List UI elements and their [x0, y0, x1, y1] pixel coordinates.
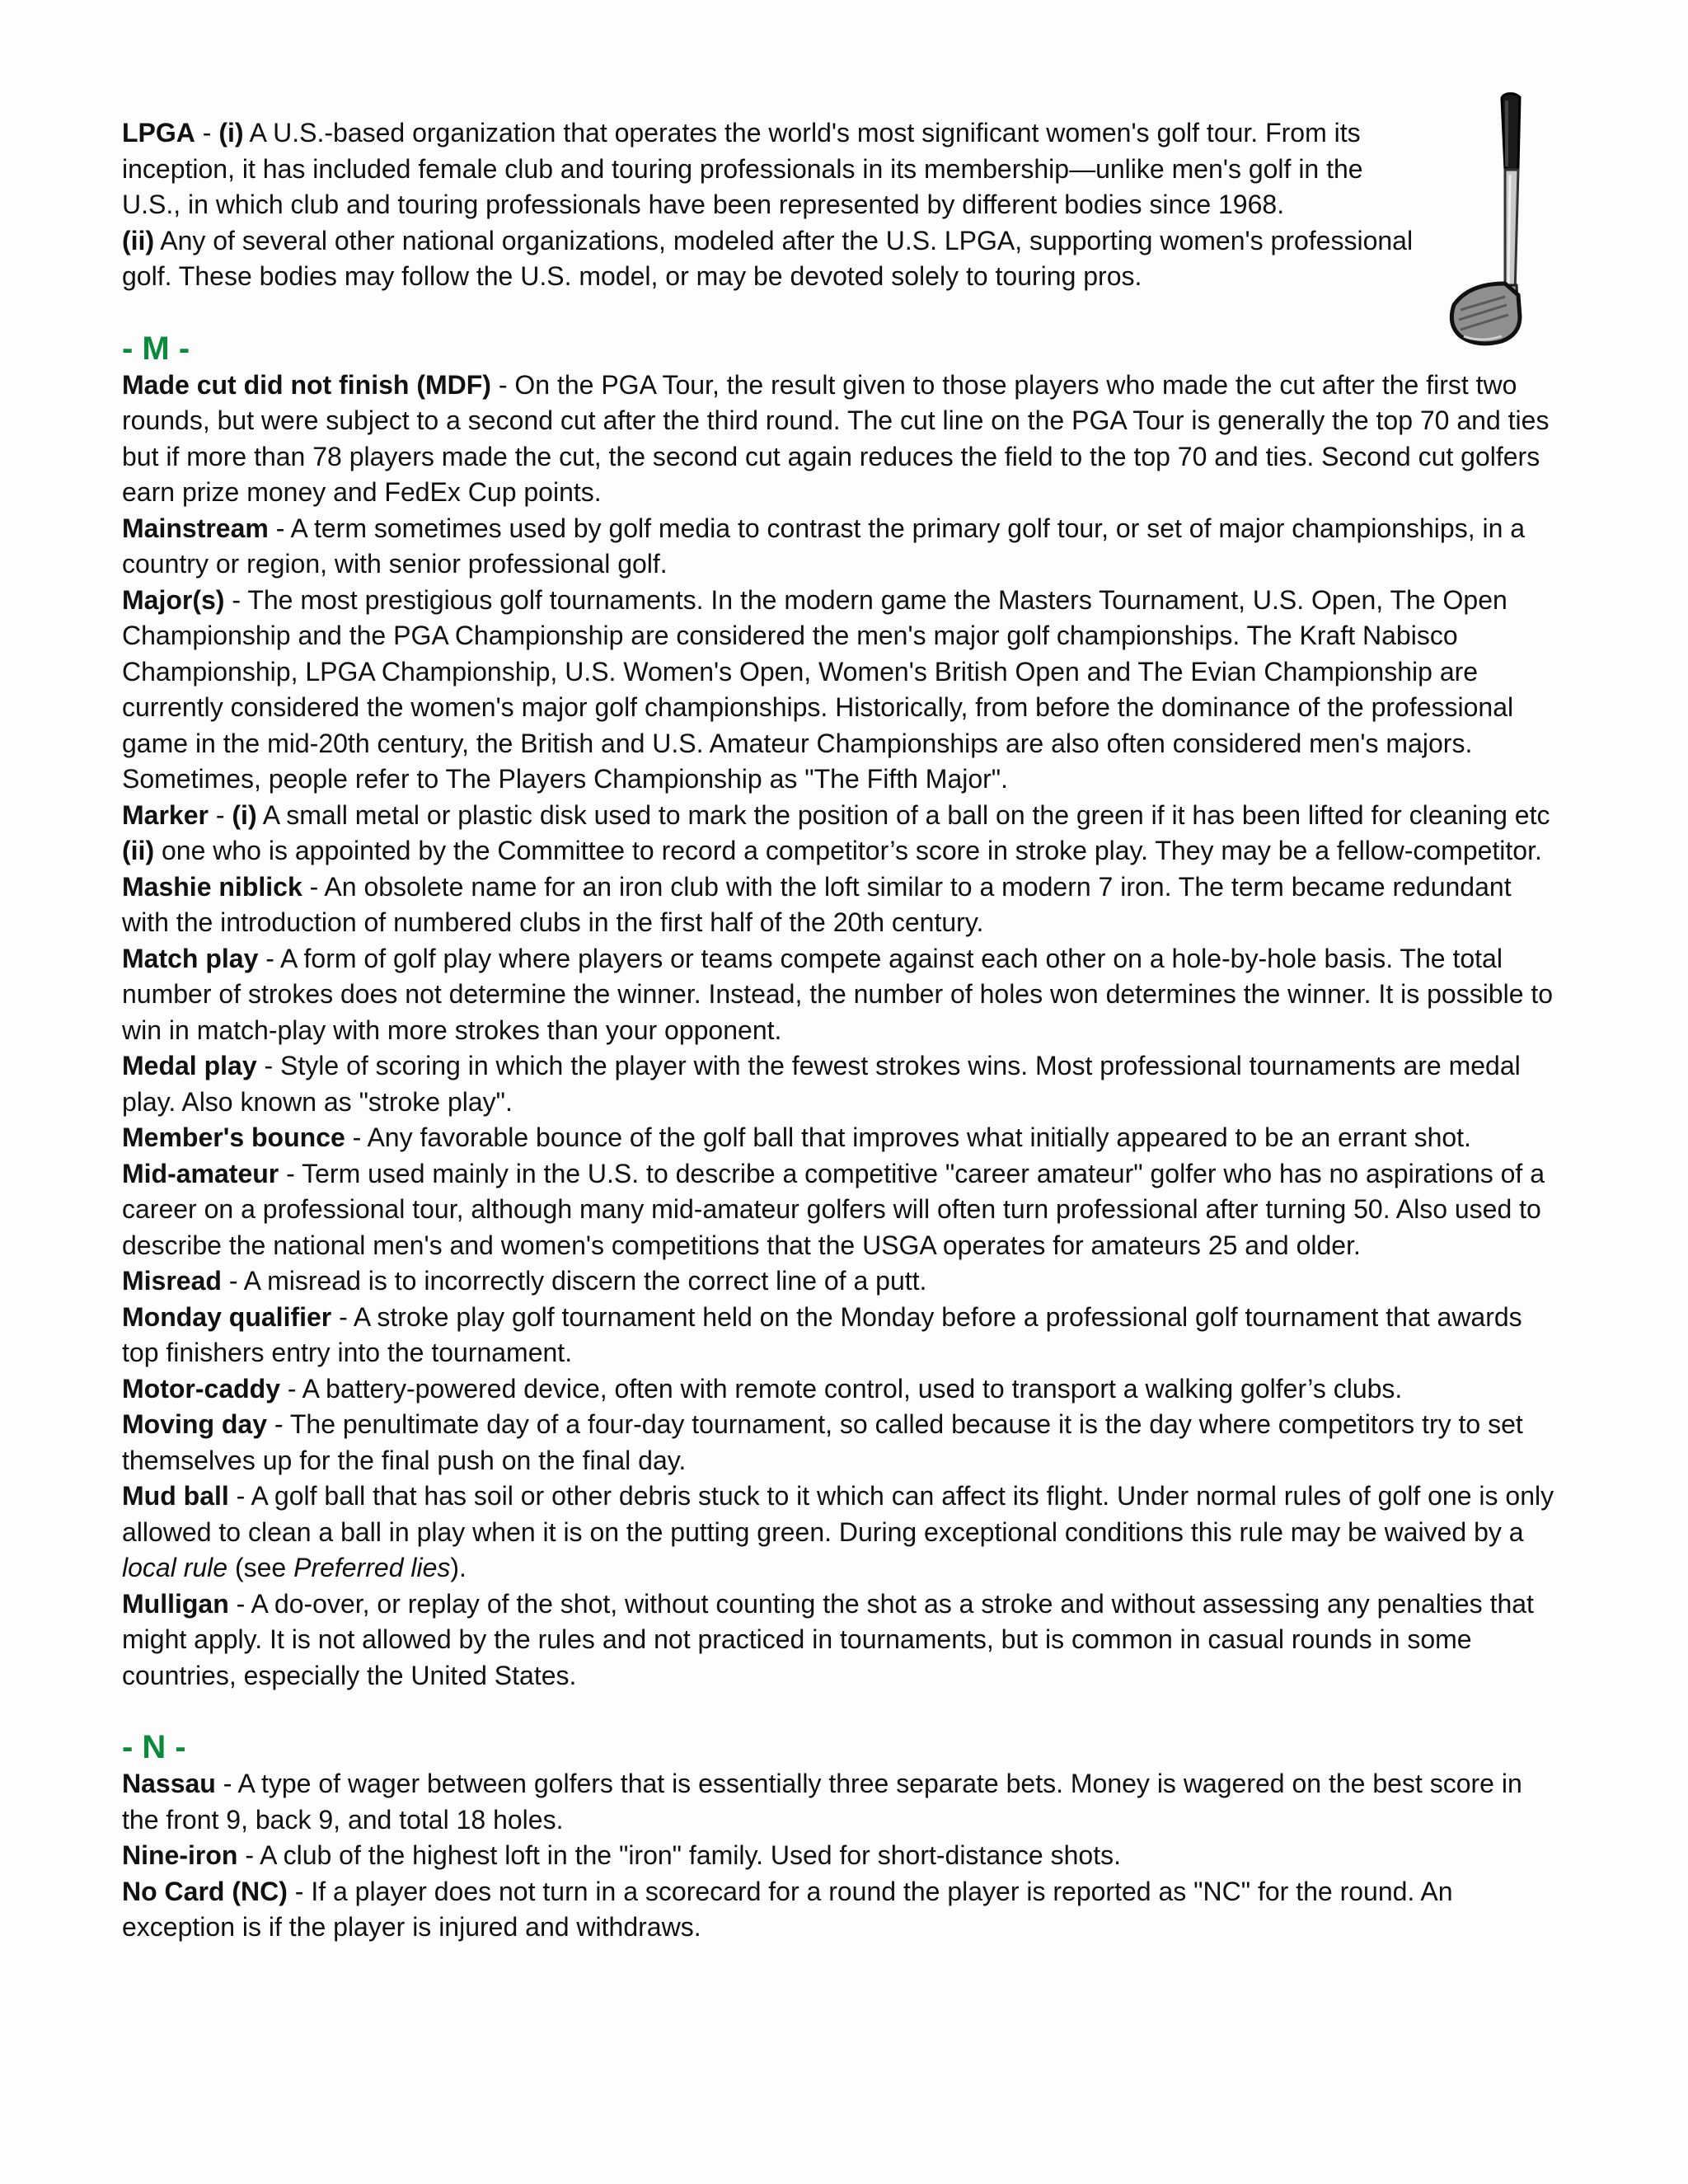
entry-term: Match play	[122, 943, 259, 973]
entry-definition: - A misread is to incorrectly discern the correct line of a putt.	[221, 1266, 927, 1296]
sense-marker-ii: (ii)	[122, 225, 155, 255]
definition-lpga-ii: Any of several other national organizations, modeled after the U.S. LPGA, supporting women's professional golf. These bodies may follow the U.S. model, or may be devoted solely to touring pros.	[122, 225, 1414, 291]
entry-term: No Card (NC)	[122, 1876, 288, 1906]
glossary-entry	[122, 1766, 1564, 1838]
sense-marker-i: (i)	[232, 799, 257, 830]
entry-term: Misread	[122, 1266, 222, 1296]
entry-definition: - The most prestigious golf tournaments. In the modern game the Masters Tournament, U.S. Open, The Open Championship and the PGA Championship are considered the men's major golf championships. The Kraft Nabisco Championship, LPGA Championship, U.S. Women's Open, Women's British Open and The Evian Championship are currently considered the women's major golf championships. Historically, from before the dominance of the professional game in the mid-20th century, the British and U.S. Amateur Championships are also often considered men's majors. Sometimes, people refer to The Players Championship as "The Fifth Major".	[122, 584, 1514, 794]
entry-definition: - A do-over, or replay of the shot, without counting the shot as a stroke and without assessing any penalties that might apply. It is not allowed by the rules and not practiced in tournaments, but is common in casual rounds in some countries, especially the United States.	[122, 1588, 1534, 1690]
entry-definition: - The penultimate day of a four-day tournament, so called because it is the day where competitors try to set themselves up for the final push on the final day.	[122, 1409, 1523, 1475]
entry-term: Moving day	[122, 1409, 268, 1439]
glossary-entry	[122, 1120, 1564, 1156]
glossary-entry	[122, 1371, 1564, 1408]
entry-definition: - A form of golf play where players or teams compete against each other on a hole-by-hole basis. The total number of strokes does not determine the winner. Instead, the number of holes won determines the winner. It is possible to win in match-play with more strokes than your opponent.	[122, 943, 1554, 1045]
entry-term: Nine-iron	[122, 1840, 238, 1870]
entry-term: Monday qualifier	[122, 1301, 332, 1332]
entry-mud-ball	[122, 1479, 1564, 1586]
entry-list-m	[122, 368, 1564, 1694]
entry-term: Marker	[122, 799, 209, 830]
entry-definition: - A golf ball that has soil or other debris stuck to it which can affect its flight. Under normal rules of golf one is only allowed to clean a ball in play when it is on the putting green. During exceptional conditions this rule may be waived by a	[122, 1481, 1554, 1547]
entry-term: Mid-amateur	[122, 1158, 279, 1188]
separator: -	[208, 799, 232, 830]
entry-definition: - A stroke play golf tournament held on the Monday before a professional golf tournament that awards top finishers entry into the tournament.	[122, 1301, 1522, 1367]
entry-definition: - A type of wager between golfers that is essentially three separate bets. Money is wagered on the best score in the front 9, back 9, and total 18 holes.	[122, 1769, 1522, 1835]
entry-definition: - If a player does not turn in a scorecard for a round the player is reported as "NC" for the round. An exception is if the player is injured and withdraws.	[122, 1876, 1453, 1942]
emphasis-local-rule: local rule	[122, 1553, 228, 1582]
entry-list-n	[122, 1766, 1564, 1946]
sense-marker-ii: (ii)	[122, 836, 155, 865]
entry-mulligan	[122, 1586, 1564, 1694]
glossary-entry	[122, 511, 1564, 583]
entry-term: Mainstream	[122, 513, 269, 543]
entry-term: Mashie niblick	[122, 871, 302, 902]
sense-marker-i: (i)	[218, 118, 244, 148]
glossary-entry	[122, 941, 1564, 1049]
entry-definition: one who is appointed by the Committee to record a competitor’s score in stroke play. They may be a fellow-competitor.	[154, 836, 1542, 865]
entry-term: Medal play	[122, 1051, 257, 1080]
entry-definition: - On the PGA Tour, the result given to those players who made the cut after the first two rounds, but were subject to a second cut after the third round. The cut line on the PGA Tour is generally the top 70 and ties but if more than 78 players made the cut, the second cut again reduces the field to the top 70 and ties. Second cut golfers earn prize money and FedEx Cup points.	[122, 369, 1550, 507]
emphasis-preferred-lies: Preferred lies	[293, 1553, 451, 1582]
glossary-entry	[122, 1263, 1564, 1300]
entry-term: Made cut did not finish (MDF)	[122, 369, 491, 400]
entry-definition-cont: (see	[227, 1553, 294, 1582]
glossary-entry	[122, 583, 1564, 798]
glossary-entry	[122, 1838, 1564, 1874]
glossary-entry	[122, 368, 1564, 511]
entry-marker	[122, 798, 1564, 834]
section-heading-n: - N -	[122, 1729, 186, 1765]
separator: -	[195, 118, 219, 148]
entry-definition: - A battery-powered device, often with remote control, used to transport a walking golfer’s clubs.	[280, 1373, 1403, 1404]
entry-definition: - A term sometimes used by golf media to contrast the primary golf tour, or set of major championships, in a country or region, with senior professional golf.	[122, 513, 1526, 579]
glossary-entry	[122, 1048, 1564, 1120]
entry-term: Member's bounce	[122, 1122, 345, 1152]
entry-term: Motor-caddy	[122, 1373, 280, 1404]
entry-lpga	[122, 115, 1424, 295]
glossary-entry	[122, 1874, 1564, 1946]
entry-definition: - Any favorable bounce of the golf ball that improves what initially appeared to be an errant shot.	[345, 1122, 1471, 1152]
entry-definition-end: ).	[450, 1553, 467, 1582]
entry-marker-ii	[122, 833, 1564, 869]
glossary-entry	[122, 1300, 1564, 1371]
glossary-entry	[122, 1156, 1564, 1264]
entry-definition: - Term used mainly in the U.S. to describe a competitive "career amateur" golfer who has no aspirations of a career on a professional tour, although many mid-amateur golfers will often turn professional after turning 50. Also used to describe the national men's and women's competitions that the USGA operates for amateurs 25 and older.	[122, 1158, 1545, 1260]
entry-definition: - A club of the highest loft in the "iron" family. Used for short-distance shots.	[237, 1840, 1121, 1870]
entry-definition: - An obsolete name for an iron club with the loft similar to a modern 7 iron. The term became redundant with the introduction of numbered clubs in the first half of the 20th century.	[122, 871, 1512, 937]
entry-definition: A small metal or plastic disk used to mark the position of a ball on the green if it has been lifted for cleaning etc	[256, 799, 1550, 830]
entry-term: Nassau	[122, 1769, 216, 1798]
glossary-entry	[122, 1407, 1564, 1479]
entry-term: Mulligan	[122, 1588, 229, 1619]
definition-lpga-i: A U.S.-based organization that operates the world's most significant women's golf tour. From its inception, it has included female club and touring professionals in its membership—unlike men's golf in the U.S., in which club and touring professionals have been represented by different bodies since 1968.	[122, 118, 1363, 219]
term-lpga: LPGA	[122, 118, 195, 148]
entry-definition: - Style of scoring in which the player with the fewest strokes wins. Most professional tournaments are medal play. Also known as "stroke play".	[122, 1051, 1521, 1117]
glossary-entry	[122, 869, 1564, 941]
section-heading-m: - M -	[122, 330, 190, 367]
entry-term: Major(s)	[122, 584, 225, 615]
glossary-content	[122, 115, 1564, 1946]
entry-term: Mud ball	[122, 1481, 229, 1511]
